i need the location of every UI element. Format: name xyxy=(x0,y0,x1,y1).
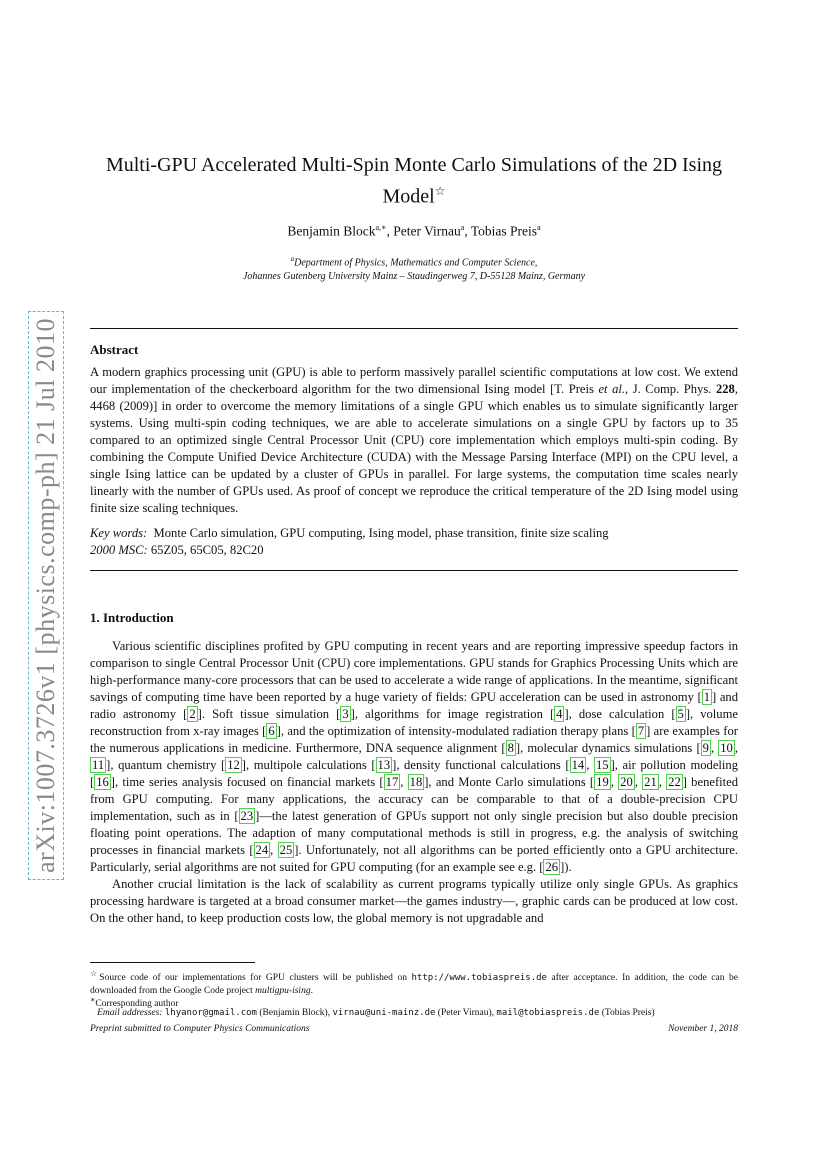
footnote-source-code: ☆Source code of our implementations for GPU clusters will be published on http://www.tobiaspreis.de after acceptance. In addition, the code can be downloaded from the Google Code project multigpu-ising. xyxy=(90,969,738,997)
citation-link[interactable]: 23 xyxy=(240,809,254,823)
abstract-volume: 228 xyxy=(715,382,735,396)
abstract-body xyxy=(90,364,738,517)
author-list xyxy=(90,223,738,240)
citation-link[interactable]: 5 xyxy=(677,707,684,721)
author-separator: , xyxy=(464,223,471,239)
msc-label: 2000 MSC: xyxy=(90,543,148,557)
citation-link[interactable]: 1 xyxy=(703,690,710,704)
citation-link[interactable]: 22 xyxy=(668,775,681,789)
abstract-text: , J. Comp. Phys. xyxy=(625,382,716,396)
author-affil-mark[interactable]: a xyxy=(537,223,541,232)
title-footnote-star[interactable]: ☆ xyxy=(434,184,446,198)
citation-link[interactable]: 24 xyxy=(255,843,269,857)
affiliation-mark: a xyxy=(290,255,295,263)
section-body xyxy=(90,638,738,927)
citation-link[interactable]: 19 xyxy=(596,775,609,789)
citation-link[interactable]: 10 xyxy=(720,741,733,755)
citation-link[interactable]: 3 xyxy=(342,707,349,721)
section-heading: 1. Introduction xyxy=(90,610,174,625)
footnote-emails: Email addresses: lhyanor@gmail.com (Benjamin Block), virnau@uni-mainz.de (Peter Virnau), mail@tobiaspreis.de (Tobias Preis) xyxy=(97,1008,655,1018)
abstract-bottom-rule xyxy=(90,570,738,571)
email-label: Email addresses: xyxy=(97,1008,163,1018)
citation-link[interactable]: 2 xyxy=(189,707,196,721)
citation-link[interactable]: 13 xyxy=(377,758,391,772)
keywords-label: Key words: xyxy=(90,526,148,540)
author-name: Benjamin Block xyxy=(287,223,376,239)
footer-date: November 1, 2018 xyxy=(668,1024,738,1034)
citation-link[interactable]: 7 xyxy=(637,724,645,738)
page-footer xyxy=(90,1024,738,1034)
email-link[interactable]: mail@tobiaspreis.de xyxy=(496,1008,600,1018)
citation-link[interactable]: 4 xyxy=(556,707,563,721)
title-line-1: Multi-GPU Accelerated Multi-Spin Monte Carlo Simulations of the 2D Ising xyxy=(105,154,723,176)
paragraph: Various scientific disciplines profited by GPU computing in recent years and are reporting impressive speedup factors in comparison to single Central Processor Unit (CPU) core implementations. GPU stands for Graphics Processing Units which are high-performance many-core processors that can be used to accelerate a wide range of applications. In the meantime, significant savings of computing time have been reported by a huge variety of fields: GPU acceleration can be used in astronomy [ 1 ] and radio astronomy [ 2 ]. Soft tissue simulation [ 3 ], algorithms for image registration [ 4 ], dose calculation [ 5 ], volume reconstruction from x-ray images [ 6 ], and the optimization of intensity-modulated radiation therapy plans [ 7 ] are examples for the numerous applications in medicine. Furthermore, DNA sequence alignment [ 8 ], molecular dynamics simulations [ 9 , 10 , 11 ], quantum chemistry [ 12 ], multipole calculations [ 13 ], density functional calculations [ 14 , 15 ], air pollution modeling [ 16 ], time series analysis focused on financial markets [ 17 , 18 ], and Monte Carlo simulations [ 19 , 20 , 21 , 22 ] benefited from GPU computing. For many applications, the accuracy can be comparable to that of a double-precision CPU implementation, such as in [ 23 ]—the latest generation of GPUs support not only single precision but also double precision floating point operations. The adaption of many computational methods is still in progress, e.g. the analysis of switching processes in financial markets [ 24 , 25 ]. Unfortunately, not all algorithms can be ported efficiently onto a GPU architecture. Particularly, serial algorithms are not suited for GPU computing (for an example see e.g. [ 26 ]). xyxy=(90,639,739,874)
citation-link[interactable]: 18 xyxy=(409,775,423,789)
msc-codes: 65Z05, 65C05, 82C20 xyxy=(150,543,264,557)
citation-link[interactable]: 17 xyxy=(385,775,399,789)
footnote-project: multigpu-ising xyxy=(255,986,311,997)
email-link[interactable]: virnau@uni-mainz.de xyxy=(332,1008,436,1018)
keywords-text: Monte Carlo simulation, GPU computing, Ising model, phase transition, finite size scaling xyxy=(153,526,609,540)
citation-link[interactable]: 21 xyxy=(644,775,657,789)
abstract-etal: et al. xyxy=(598,382,626,396)
citation-link[interactable]: 9 xyxy=(702,741,709,755)
paragraph: Another crucial limitation is the lack of scalability as current programs typically utilize only single GPUs. As graphics processing hardware is targeted at a broad consumer market—the games industry—, graphic cards can be produced at low cost. On the other hand, to keep production costs low, the global memory is not upgradable and xyxy=(90,877,738,925)
paper-title xyxy=(90,152,738,210)
abstract-text: A modern graphics processing unit (GPU) is able to perform massively parallel scientific computations at low cost. We extend our implementation of the checkerboard algorithm for the two dimensional Ising model [T. Preis xyxy=(90,365,738,396)
abstract-text: , 4468 (2009)] in order to overcome the memory limitations of a single GPU which enables us to simulate significantly larger systems. Using multi-spin coding techniques, we are able to accelerate simulations on a single GPU by factors up to 35 compared to an optimized single Central Processor Unit (CPU) core implementation which employs multi-spin coding. By combining the Compute Unified Device Architecture (CUDA) with the Message Parsing Interface (MPI) on the CPU level, a single Ising lattice can be updated by a cluster of GPUs in parallel. For large systems, the computation time scales nearly linearly with the number of GPUs used. As proof of concept we reproduce the critical temperature of the 2D Ising model using finite size scaling techniques. xyxy=(90,382,738,515)
citation-link[interactable]: 6 xyxy=(268,724,275,738)
citation-link[interactable]: 20 xyxy=(620,775,633,789)
citation-link[interactable]: 14 xyxy=(571,758,585,772)
abstract-heading: Abstract xyxy=(90,342,139,357)
citation-link[interactable]: 8 xyxy=(507,741,514,755)
footnote-rule xyxy=(90,962,255,963)
citation-link[interactable]: 25 xyxy=(279,843,293,857)
affiliation xyxy=(90,252,738,284)
arxiv-stamp xyxy=(0,290,60,890)
preprint-note: Preprint submitted to Computer Physics Communications xyxy=(90,1024,310,1034)
footnote-asterisk: ∗ xyxy=(90,995,96,1004)
footnote-star: ☆ xyxy=(90,969,100,978)
keywords-block xyxy=(90,525,738,559)
email-link[interactable]: lhyanor@gmail.com xyxy=(164,1008,257,1018)
footnote-url[interactable]: http://www.tobiaspreis.de xyxy=(411,973,547,984)
citation-link[interactable]: 12 xyxy=(227,758,240,772)
author-affil-mark[interactable]: a,∗ xyxy=(375,223,387,232)
author-separator: , xyxy=(386,223,394,239)
citation-link[interactable]: 16 xyxy=(96,775,109,789)
author-name: Tobias Preis xyxy=(470,223,538,239)
author-affil-mark[interactable]: a xyxy=(460,223,465,232)
citation-link[interactable]: 15 xyxy=(595,758,609,772)
footnote-corresponding: ∗Corresponding author xyxy=(90,995,179,1010)
title-line-2: Model xyxy=(382,185,435,208)
citation-link[interactable]: 26 xyxy=(545,860,559,874)
author-name: Peter Virnau xyxy=(393,223,461,239)
affiliation-line-2: Johannes Gutenberg University Mainz – Staudingerweg 7, D-55128 Mainz, Germany xyxy=(242,271,586,283)
affiliation-line-1: Department of Physics, Mathematics and Computer Science, xyxy=(294,257,538,269)
arxiv-identifier[interactable]: arXiv:1007.3726v1 [physics.comp-ph] 21 Jul 2010 xyxy=(28,311,64,880)
top-rule xyxy=(90,328,738,329)
citation-link[interactable]: 11 xyxy=(92,758,105,772)
